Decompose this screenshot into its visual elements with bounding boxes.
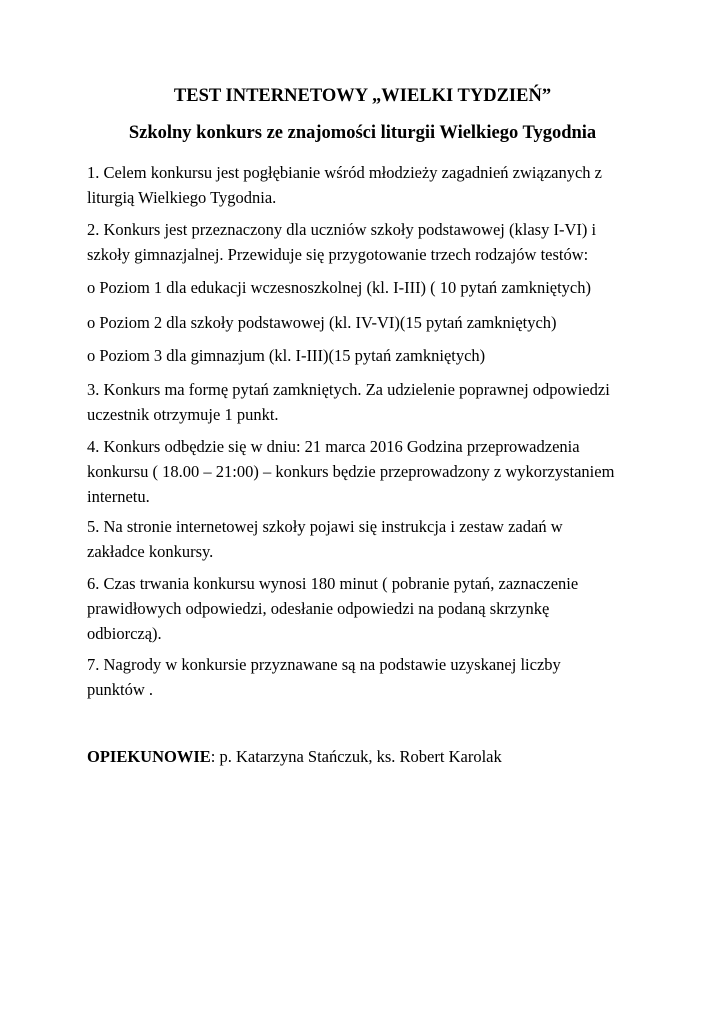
document-subtitle: Szkolny konkurs ze znajomości liturgii Wielkiego Tygodnia xyxy=(128,123,597,143)
paragraph-audience: 2. Konkurs jest przeznaczony dla uczniów szkoły podstawowej (klasy I-VI) i szkoły gimnazjalnej. Przewiduje się przygotowanie trzech rodzajów testów: xyxy=(87,220,597,264)
paragraph-prizes: 7. Nagrody w konkursie przyznawane są na podstawie uzyskanej liczby punktów . xyxy=(87,655,561,699)
list-item-level-2: o Poziom 2 dla szkoły podstawowej (kl. IV-VI)(15 pytań zamkniętych) xyxy=(87,313,557,332)
organizers-label: OPIEKUNOWIE xyxy=(87,747,211,766)
paragraph-duration: 6. Czas trwania konkursu wynosi 180 minut ( pobranie pytań, zaznaczenie prawidłowych odpowiedzi, odesłanie odpowiedzi na podaną skrzynkę odbiorczą). xyxy=(87,574,579,643)
paragraph-instructions: 5. Na stronie internetowej szkoły pojawi się instrukcja i zestaw zadań w zakładce konkursy. xyxy=(87,517,563,561)
list-item-level-1: o Poziom 1 dla edukacji wczesnoszkolnej (kl. I-III) ( 10 pytań zamkniętych) xyxy=(87,278,591,297)
paragraph-format: 3. Konkurs ma formę pytań zamkniętych. Za udzielenie poprawnej odpowiedzi uczestnik otrzymuje 1 punkt. xyxy=(87,380,610,424)
organizers-line xyxy=(87,744,647,769)
list-item-level-3: o Poziom 3 dla gimnazjum (kl. I-III)(15 pytań zamkniętych) xyxy=(87,346,486,365)
document-title: TEST INTERNETOWY „WIELKI TYDZIEŃ” xyxy=(173,86,552,106)
paragraph-date: 4. Konkurs odbędzie się w dniu: 21 marca 2016 Godzina przeprowadzenia konkursu ( 18.00 – 21:00) – konkurs będzie przeprowadzony z wykorzystaniem internetu. xyxy=(87,437,615,506)
paragraph-goal: 1. Celem konkursu jest pogłębianie wśród młodzieży zagadnień związanych z liturgią Wielkiego Tygodnia. xyxy=(87,163,602,207)
organizers-names: : p. Katarzyna Stańczuk, ks. Robert Karolak xyxy=(210,747,502,766)
